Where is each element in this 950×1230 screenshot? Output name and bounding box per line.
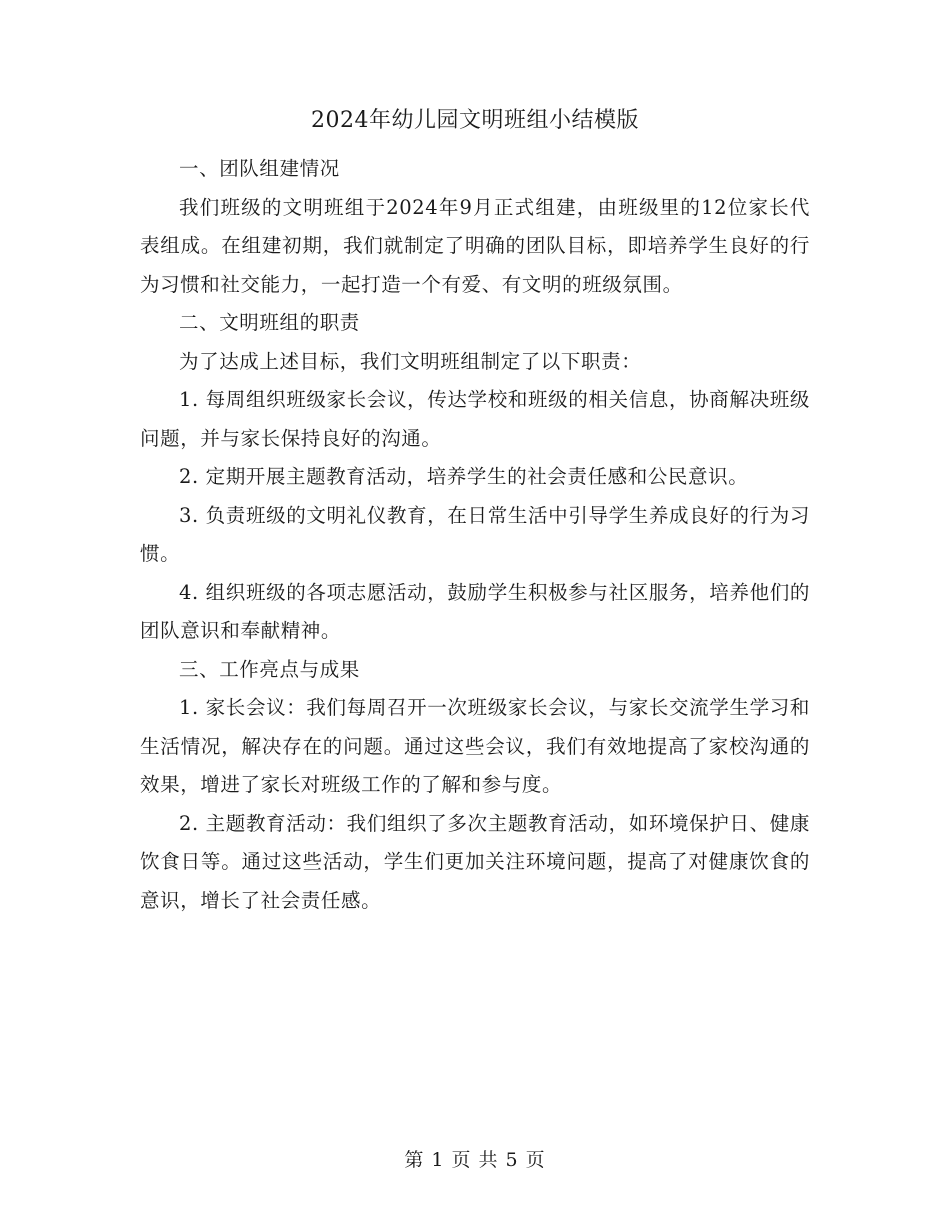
section-heading-1: 一、团队组建情况 <box>179 157 340 180</box>
document-body <box>140 104 810 920</box>
list-item-duty-1: 1. 每周组织班级家长会议，传达学校和班级的相关信息，协商解决班级问题，并与家长保持良好的沟通。 <box>140 388 810 450</box>
list-item-highlight-2: 2. 主题教育活动：我们组织了多次主题教育活动，如环境保护日、健康饮食日等。通过这些活动，学生们更加关注环境问题，提高了对健康饮食的意识，增长了社会责任感。 <box>140 811 810 912</box>
page-footer: 第 1 页 共 5 页 <box>404 1149 546 1171</box>
section-heading-3: 三、工作亮点与成果 <box>179 657 360 681</box>
list-item-duty-4: 4. 组织班级的各项志愿活动，鼓励学生积极参与社区服务，培养他们的团队意识和奉献精神。 <box>140 580 810 642</box>
list-item-duty-3: 3. 负责班级的文明礼仪教育，在日常生活中引导学生养成良好的行为习惯。 <box>140 503 810 565</box>
document-title: 2024年幼儿园文明班组小结模版 <box>311 108 639 133</box>
paragraph-team-formation: 我们班级的文明班组于2024年9月正式组建，由班级里的12位家长代表组成。在组建初期，我们就制定了明确的团队目标，即培养学生良好的行为习惯和社交能力，一起打造一个有爱、有文明的班级氛围。 <box>140 195 810 296</box>
paragraph-duties-intro: 为了达成上述目标，我们文明班组制定了以下职责： <box>179 349 642 373</box>
list-item-duty-2: 2. 定期开展主题教育活动，培养学生的社会责任感和公民意识。 <box>179 465 749 488</box>
list-item-highlight-1: 1. 家长会议：我们每周召开一次班级家长会议，与家长交流学生学习和生活情况，解决存在的问题。通过这些会议，我们有效地提高了家校沟通的效果，增进了家长对班级工作的了解和参与度。 <box>140 696 810 796</box>
section-heading-2: 二、文明班组的职责 <box>179 311 360 334</box>
